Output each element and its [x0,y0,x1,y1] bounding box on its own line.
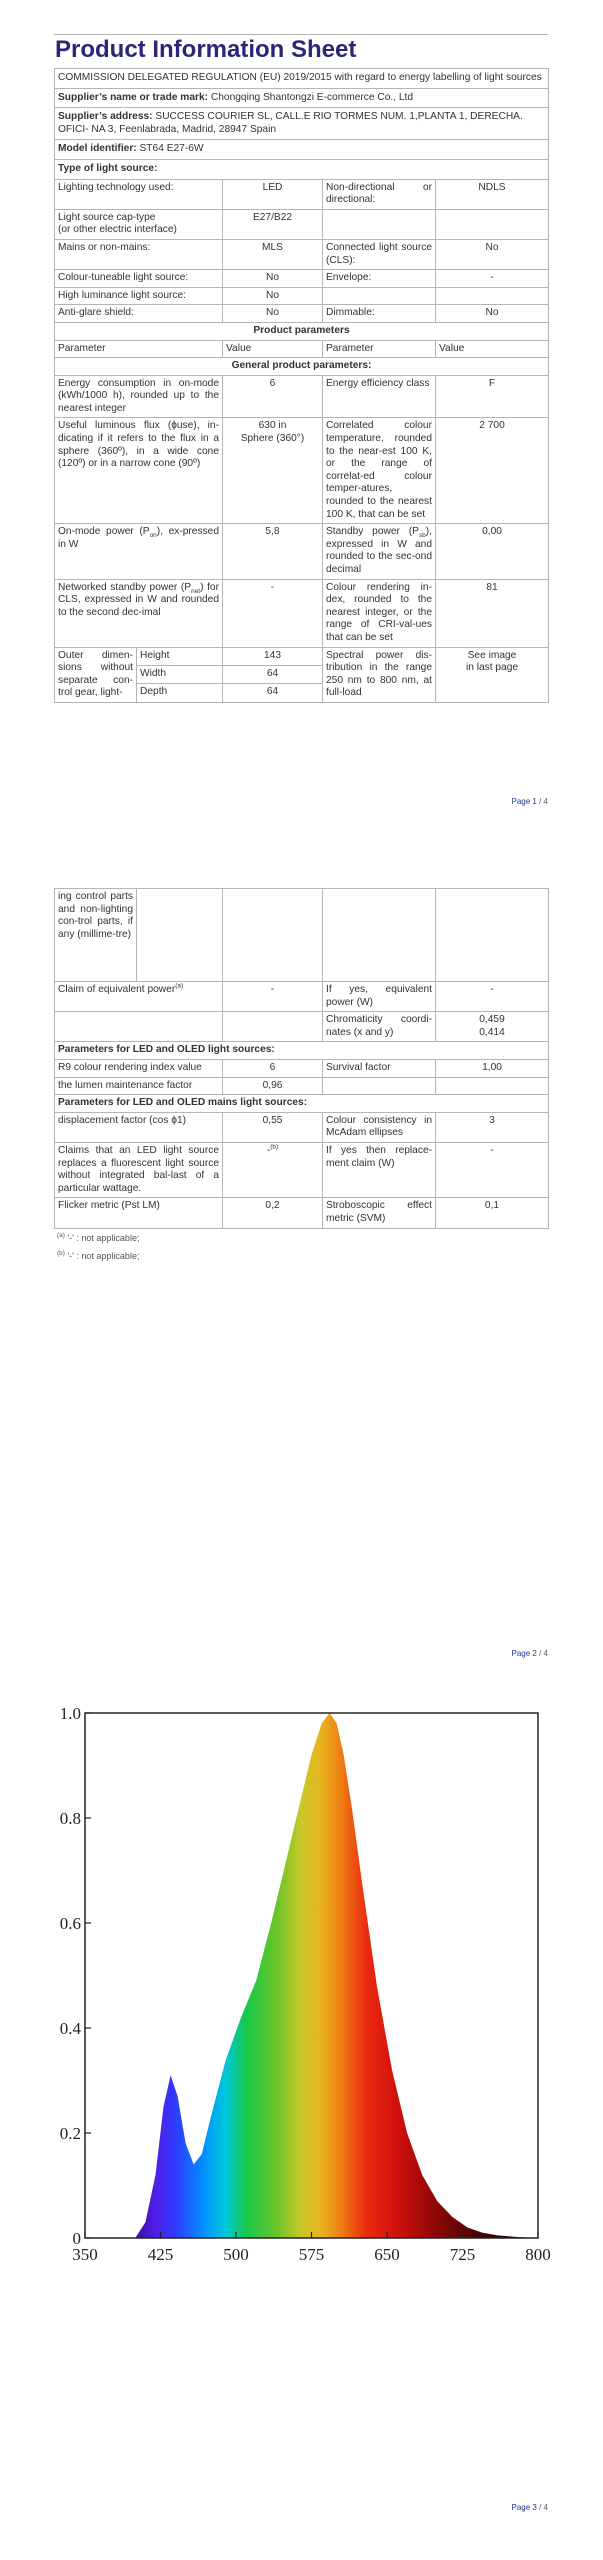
depth-label: Depth [137,684,223,702]
networked-standby-subscript: net [191,587,201,595]
lumen-maintenance-label: the lumen maintenance factor [55,1077,223,1095]
width-label: Width [137,666,223,684]
column-header-parameter: Parameter [323,340,436,358]
fluorescent-claim-value-text: - [266,1144,271,1156]
fluorescent-claim-value [223,1142,323,1197]
equivalent-power-label [55,982,223,1012]
on-mode-power-label [55,524,223,579]
depth-value: 64 [223,684,323,702]
product-info-table-continued [54,888,549,1229]
page-number [512,1649,548,1658]
chromaticity-label: Chromaticity coordi-nates (x and y) [323,1012,436,1042]
equivalent-power-value: - [223,982,323,1012]
supplier-name: Chongqing Shantongzi E-commerce Co., Ltd [210,91,414,103]
colour-tuneable-value: No [223,270,323,288]
column-header-value: Value [436,340,549,358]
cls-label: Connected light source (CLS): [323,239,436,269]
networked-standby-label [55,579,223,647]
page-number-total: / 4 [536,2503,548,2512]
outer-dimensions-label: Outer dimen-sions without separate con-trol gear, light- [55,647,137,702]
empty-cell [323,1077,436,1095]
fluorescent-claim-label: Claims that an LED light source replaces a fluorescent light source without integrated bal-last of a particular wattage. [55,1142,223,1197]
empty-cell [323,287,436,305]
colour-consistency-value: 3 [436,1112,549,1142]
cri-label: Colour rendering in-dex, rounded to the nearest integer, or the range of CRI-val-ues that can be set [323,579,436,647]
cct-label: Correlated colour temperature, rounded to the near-est 100 K, or the range of correlat-ed colour temper-atures, rounded to the nearest 100 K, that can be set [323,418,436,524]
on-mode-power-label-text: On-mode power (P [58,526,150,538]
colour-consistency-label: Colour consistency in McAdam ellipses [323,1112,436,1142]
led-parameters-heading: Parameters for LED and OLED light sources: [55,1042,549,1060]
standby-power-label-end: ), expressed in W and rounded to the sec-ond decimal [326,526,432,575]
cct-value: 2 700 [436,418,549,524]
networked-standby-value: - [223,579,323,647]
footnote-a-mark: (a) [57,1232,65,1239]
product-info-table [54,68,549,703]
page-number-total: / 4 [536,1649,548,1658]
y-tick-label: 0.6 [59,1914,81,1933]
supplier-address-label: Supplier’s address: [58,111,153,123]
y-tick-label: 0.2 [59,2124,81,2143]
standby-power-subscript: sb [418,532,426,540]
flicker-metric-value: 0,2 [223,1198,323,1228]
column-header-parameter: Parameter [55,340,223,358]
x-tick-label: 500 [223,2245,249,2260]
model-identifier: ST64 E27-6W [139,143,204,155]
cap-type-label [55,209,223,239]
equivalent-power-footnote-mark: (a) [175,982,184,990]
model-label: Model identifier: [58,143,137,155]
empty-cell [323,889,436,982]
x-tick-label: 425 [147,2245,174,2260]
displacement-factor-label: displacement factor (cos ϕ1) [55,1112,223,1142]
height-value: 143 [223,647,323,665]
regulation-text: COMMISSION DELEGATED REGULATION (EU) 2019/2015 with regard to energy labelling of light sources [55,69,549,89]
lighting-tech-label: Lighting technology used: [55,179,223,209]
product-parameters-heading: Product parameters [55,322,549,340]
page-top-border [54,34,548,35]
energy-class-label: Energy efficiency class [323,375,436,418]
on-mode-power-subscript: on [149,532,157,540]
survival-factor-value: 1,00 [436,1059,549,1077]
replacement-claim-value: - [436,1142,549,1197]
page-1 [0,0,603,830]
empty-cell [323,209,436,239]
equivalent-power-label-text: Claim of equivalent power [58,984,176,995]
on-mode-power-label-end: ), ex-pressed in W [58,526,219,550]
spectrum-area [85,1713,538,2238]
svm-label: Stroboscopic effect metric (SVM) [323,1198,436,1228]
y-tick-label: 0.8 [59,1809,81,1828]
footnote-a [57,1233,139,1243]
footnote-b-text: '-' : not applicable; [67,1251,140,1261]
page-title: Product Information Sheet [55,36,357,63]
x-tick-label: 725 [449,2245,476,2260]
chart-plot-area [60,1704,551,2260]
supplier-name-label: Supplier’s name or trade mark: [58,91,209,103]
led-mains-parameters-heading: Parameters for LED and OLED mains light sources: [55,1095,549,1113]
high-luminance-value: No [223,287,323,305]
svm-value: 0,1 [436,1198,549,1228]
flicker-metric-label: Flicker metric (Pst LM) [55,1198,223,1228]
page-number [512,797,548,806]
luminous-flux-value-line2: Sphere (360°) [240,433,305,445]
colour-tuneable-label: Colour-tuneable light source: [55,270,223,288]
survival-factor-label: Survival factor [323,1059,436,1077]
model-row [55,140,549,160]
cri-value: 81 [436,579,549,647]
cap-type-label-line1: Light source cap-type [58,211,156,223]
envelope-value: - [436,270,549,288]
luminous-flux-label: Useful luminous flux (ɸuse), in-dicating if it refers to the flux in a sphere (360º), in a wide cone (120º) or in a narrow cone (90º) [55,418,223,524]
lighting-tech-value: LED [223,179,323,209]
x-tick-label: 800 [525,2245,551,2260]
standby-power-label [323,524,436,579]
envelope-label: Envelope: [323,270,436,288]
page-number [512,2503,548,2512]
height-label: Height [137,647,223,665]
non-directional-label: Non-directional or directional: [323,179,436,209]
lumen-maintenance-value: 0,96 [223,1077,323,1095]
luminous-flux-value-line1: 630 in [258,420,287,432]
column-header-value: Value [223,340,323,358]
y-tick-label: 0.4 [59,2019,81,2038]
spectral-power-distribution-chart [55,1700,555,2260]
non-directional-value: NDLS [436,179,549,209]
standby-power-label-text: Standby power (P [326,526,419,538]
r9-value: 6 [223,1059,323,1077]
x-tick-label: 350 [72,2245,98,2260]
chromaticity-y: 0,414 [479,1026,505,1038]
supplier-address: SUCCESS COURIER SL, CALL.E RIO TORMES NUM. 1,PLANTA 1, DERECHA. OFICI- NA 3, Feenlabrada, Madrid, 28947 Spain [58,111,523,135]
page-number-current: Page 3 [511,2503,537,2512]
mains-value: MLS [223,239,323,269]
standby-power-value: 0,00 [436,524,549,579]
page-number-current: Page 1 [511,797,537,806]
energy-consumption-label: Energy consumption in on-mode (kWh/1000 h), rounded up to the nearest integer [55,375,223,418]
empty-cell [436,889,549,982]
spectral-distribution-value-line1: See image [467,649,517,661]
y-tick-label: 0 [72,2229,81,2248]
dimmable-label: Dimmable: [323,305,436,323]
empty-cell [436,287,549,305]
energy-consumption-value: 6 [223,375,323,418]
page-number-total: / 4 [536,797,548,806]
anti-glare-label: Anti-glare shield: [55,305,223,323]
displacement-factor-value: 0,55 [223,1112,323,1142]
empty-cell [137,889,223,982]
chromaticity-x: 0,459 [479,1014,505,1026]
equivalent-power-yes-label: If yes, equivalent power (W) [323,982,436,1012]
r9-label: R9 colour rendering index value [55,1059,223,1077]
empty-cell [223,1012,323,1042]
mains-label: Mains or non-mains: [55,239,223,269]
spectral-distribution-value-line2: in last page [465,662,519,674]
networked-standby-label-text: Networked standby power (P [58,581,192,593]
replacement-claim-label: If yes then replace-ment claim (W) [323,1142,436,1197]
footnote-b [57,1251,139,1261]
luminous-flux-value [223,418,323,524]
y-tick-label: 1.0 [59,1704,81,1723]
energy-class-value: F [436,375,549,418]
cap-type-label-line2: (or other electric interface) [58,224,177,236]
page-number-current: Page 2 [511,1649,537,1658]
footnote-a-text: '-' : not applicable; [67,1233,140,1243]
anti-glare-value: No [223,305,323,323]
outer-dimensions-label-continued: ing control parts and non-lighting con-trol parts, if any (millime-tre) [55,889,137,982]
footnote-b-mark: (b) [57,1250,65,1257]
high-luminance-label: High luminance light source: [55,287,223,305]
x-tick-label: 650 [374,2245,400,2260]
dimmable-value: No [436,305,549,323]
page-2 [0,830,603,1660]
equivalent-power-yes-value: - [436,982,549,1012]
empty-cell [223,889,323,982]
chromaticity-value [436,1012,549,1042]
supplier-name-row [55,88,549,108]
empty-cell [436,1077,549,1095]
empty-cell [436,209,549,239]
cls-value: No [436,239,549,269]
networked-standby-label-end: ) for CLS, expressed in W and rounded to the second dec-imal [58,581,219,618]
spectral-distribution-label: Spectral power dis-tribution in the range 250 nm to 800 nm, at full-load [323,647,436,702]
width-value: 64 [223,666,323,684]
empty-cell [55,1012,223,1042]
x-tick-label: 575 [298,2245,325,2260]
type-of-light-source-heading: Type of light source: [55,159,549,179]
cap-type-value: E27/B22 [223,209,323,239]
spectral-distribution-value [436,647,549,702]
general-parameters-heading: General product parameters: [55,358,549,376]
fluorescent-claim-footnote-mark: (b) [270,1143,279,1151]
on-mode-power-value: 5,8 [223,524,323,579]
supplier-address-row [55,108,549,140]
